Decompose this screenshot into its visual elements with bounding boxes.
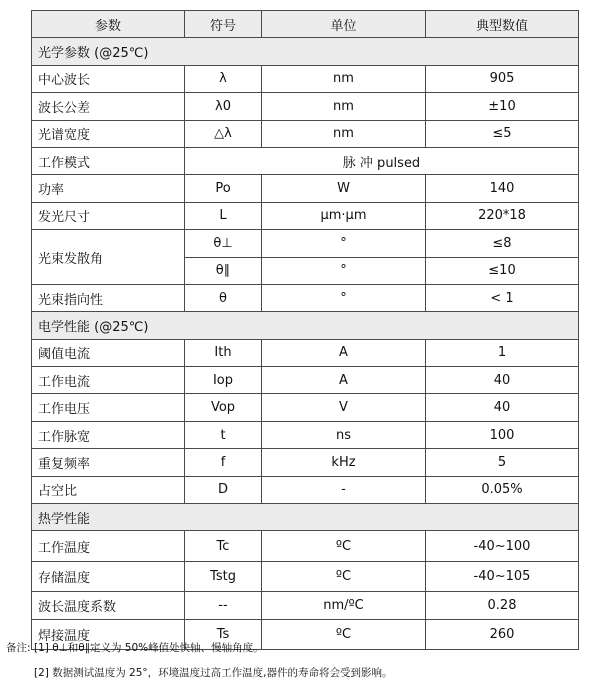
param-name: 重复频率 [32, 449, 185, 476]
header-unit: 单位 [262, 11, 426, 38]
unit-cell: V [262, 394, 426, 421]
symbol-cell: Tc [185, 531, 262, 562]
param-name: 光束指向性 [32, 284, 185, 311]
section-label: 电学性能 (@25℃) [32, 312, 579, 339]
spec-table [31, 10, 579, 650]
param-name: 光束发散角 [32, 230, 185, 285]
unit-cell: ºC [262, 531, 426, 562]
table-row [32, 476, 579, 503]
param-name: 发光尺寸 [32, 202, 185, 229]
value-cell: 1 [426, 339, 579, 366]
param-name: 占空比 [32, 476, 185, 503]
param-name: 波长温度系数 [32, 592, 185, 619]
symbol-cell: Po [185, 175, 262, 202]
section-label: 光学参数 (@25℃) [32, 38, 579, 65]
symbol-cell: λ0 [185, 93, 262, 120]
table-row [32, 339, 579, 366]
param-name: 焊接温度 [32, 619, 185, 650]
param-name: 工作电流 [32, 367, 185, 394]
unit-cell: ° [262, 230, 426, 257]
param-name: 功率 [32, 175, 185, 202]
unit-cell: ºC [262, 619, 426, 650]
unit-cell: A [262, 367, 426, 394]
table-row [32, 561, 579, 592]
merged-value: 脉 冲 pulsed [185, 147, 579, 174]
symbol-cell: Tstg [185, 561, 262, 592]
symbol-cell: D [185, 476, 262, 503]
param-name: 阈值电流 [32, 339, 185, 366]
table-row [32, 367, 579, 394]
table-row [32, 531, 579, 562]
symbol-cell: θ∥ [185, 257, 262, 284]
symbol-cell: λ [185, 65, 262, 92]
value-cell: 0.05% [426, 476, 579, 503]
value-cell: 220*18 [426, 202, 579, 229]
unit-cell: W [262, 175, 426, 202]
value-cell: 5 [426, 449, 579, 476]
unit-cell: ° [262, 284, 426, 311]
value-cell: 905 [426, 65, 579, 92]
symbol-cell: -- [185, 592, 262, 619]
unit-cell: nm [262, 93, 426, 120]
table-row [32, 120, 579, 147]
header-symbol: 符号 [185, 11, 262, 38]
unit-cell: A [262, 339, 426, 366]
param-name: 光谱宽度 [32, 120, 185, 147]
unit-cell: - [262, 476, 426, 503]
note-2: [2] 数据测试温度为 25°，环境温度过高工作温度,器件的寿命将会受到影响。 [34, 667, 393, 679]
header-param: 参数 [32, 11, 185, 38]
value-cell: 100 [426, 421, 579, 448]
value-cell: < 1 [426, 284, 579, 311]
note-1: [1] θ⊥和θ∥定义为 50%峰值处快轴、慢轴角度。 [34, 642, 264, 654]
unit-cell: ns [262, 421, 426, 448]
value-cell: -40~105 [426, 561, 579, 592]
table-row [32, 449, 579, 476]
unit-cell: ºC [262, 561, 426, 592]
value-cell: ≤5 [426, 120, 579, 147]
header-row [32, 11, 579, 38]
table-row [32, 93, 579, 120]
symbol-cell: θ [185, 284, 262, 311]
value-cell: 140 [426, 175, 579, 202]
symbol-cell: θ⊥ [185, 230, 262, 257]
param-name: 波长公差 [32, 93, 185, 120]
param-name: 存储温度 [32, 561, 185, 592]
value-cell: 40 [426, 394, 579, 421]
table-row [32, 175, 579, 202]
symbol-cell: △λ [185, 120, 262, 147]
param-name: 工作温度 [32, 531, 185, 562]
value-cell: 40 [426, 367, 579, 394]
table-row [32, 230, 579, 257]
notes [6, 641, 393, 680]
symbol-cell: Vop [185, 394, 262, 421]
table-row [32, 65, 579, 92]
unit-cell: nm/ºC [262, 592, 426, 619]
table-row [32, 284, 579, 311]
value-cell: 260 [426, 619, 579, 650]
value-cell: -40~100 [426, 531, 579, 562]
table-row [32, 202, 579, 229]
param-name: 中心波长 [32, 65, 185, 92]
section-row [32, 312, 579, 339]
unit-cell: kHz [262, 449, 426, 476]
param-name: 工作模式 [32, 147, 185, 174]
table-row [32, 147, 579, 174]
section-row [32, 38, 579, 65]
value-cell: ≤10 [426, 257, 579, 284]
param-name: 工作电压 [32, 394, 185, 421]
unit-cell: nm [262, 65, 426, 92]
symbol-cell: Ts [185, 619, 262, 650]
section-label: 热学性能 [32, 504, 579, 531]
table-row [32, 394, 579, 421]
value-cell: 0.28 [426, 592, 579, 619]
table-row [32, 592, 579, 619]
symbol-cell: Ith [185, 339, 262, 366]
table-row [32, 421, 579, 448]
symbol-cell: t [185, 421, 262, 448]
symbol-cell: Iop [185, 367, 262, 394]
unit-cell: nm [262, 120, 426, 147]
section-row [32, 504, 579, 531]
unit-cell: ° [262, 257, 426, 284]
value-cell: ±10 [426, 93, 579, 120]
header-value: 典型数值 [426, 11, 579, 38]
symbol-cell: L [185, 202, 262, 229]
notes-label: 备注: [6, 642, 31, 654]
value-cell: ≤8 [426, 230, 579, 257]
unit-cell: μm·μm [262, 202, 426, 229]
param-name: 工作脉宽 [32, 421, 185, 448]
symbol-cell: f [185, 449, 262, 476]
